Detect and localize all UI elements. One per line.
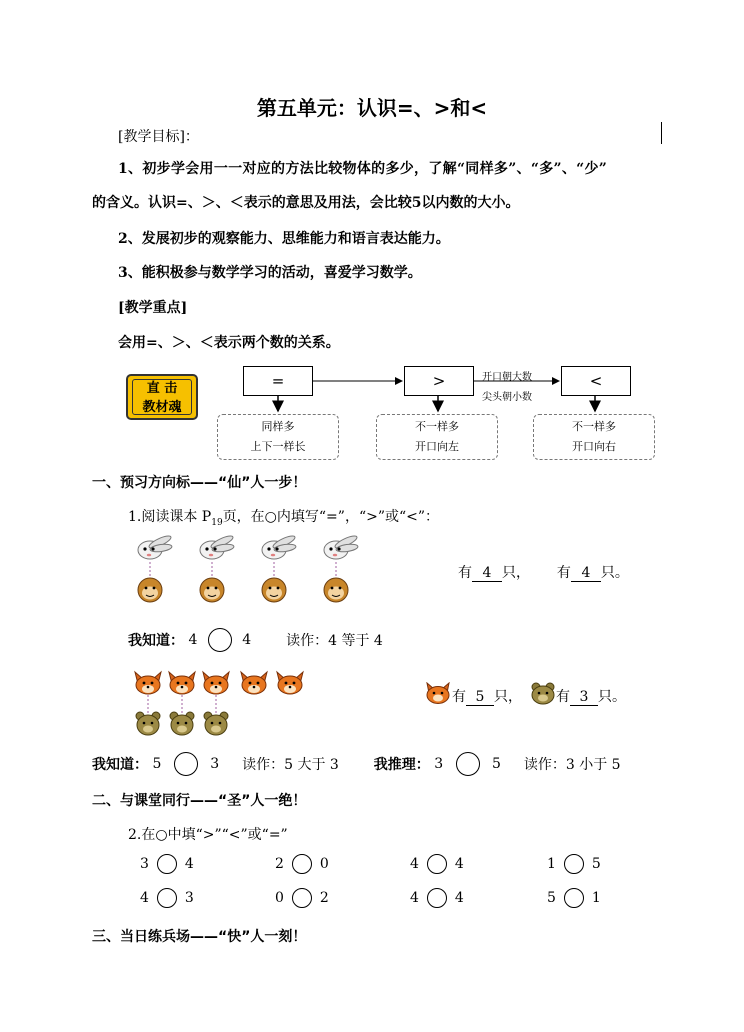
ex-left: 3	[140, 856, 149, 872]
answer-circle[interactable]	[157, 888, 177, 908]
group2-have2: 有	[556, 689, 570, 705]
ex-left: 4	[410, 890, 419, 906]
fox-bear-picture	[130, 670, 310, 742]
compare-right-3: 5	[492, 756, 501, 772]
ex-right: 4	[184, 856, 194, 872]
badge-line-2: 教材魂	[142, 400, 182, 415]
page-title: 第五单元：认识=、>和<	[256, 96, 488, 120]
key-text: 会用=、＞、＜表示两个数的关系。	[118, 335, 340, 351]
section-3-heading: 三、当日练兵场——“快”人一刻！	[92, 929, 307, 945]
group1-have2: 有	[556, 565, 571, 581]
bear-count-line	[556, 686, 626, 706]
ex-left: 4	[140, 890, 149, 906]
ex-left: 5	[547, 890, 556, 906]
exercise-2-4	[547, 888, 601, 908]
ex-left: 2	[275, 856, 284, 872]
ex-right: 2	[319, 890, 329, 906]
instruction-sub: 19	[211, 517, 223, 528]
ex-left: 0	[275, 890, 284, 906]
read-label-2: 读作：	[242, 757, 285, 773]
section-1-heading: 一、预习方向标——“仙”人一步！	[92, 475, 307, 491]
objective-line-4: 3、能积极参与数学学习的活动，喜爱学习数学。	[118, 265, 422, 281]
arrow-label-top: 开口朝大数	[482, 372, 532, 383]
note-greater	[376, 414, 498, 460]
group1-have1: 有	[458, 565, 472, 581]
note-equal-line-2: 上下一样长	[250, 440, 306, 453]
compare-left-2: 5	[152, 756, 162, 772]
fox-count-line	[452, 686, 522, 706]
exercise-1-1	[140, 854, 194, 874]
objective-line-3: 2、发展初步的观察能力、思维能力和语言表达能力。	[118, 231, 450, 247]
ex-right: 0	[319, 856, 329, 872]
note-greater-line-2: 开口向左	[415, 440, 459, 453]
exercise-1-2	[275, 854, 329, 874]
compare-left-3: 3	[434, 756, 444, 772]
read-label-3: 读作：	[523, 757, 566, 773]
note-greater-line-1: 不一样多	[415, 420, 459, 433]
group1-counts	[458, 562, 629, 582]
read-text-2: 5 大于 3	[284, 757, 339, 773]
greater-box: >	[404, 366, 474, 396]
monkey-count: 4	[571, 565, 601, 582]
group1-unit1: 只，	[502, 565, 530, 581]
answer-circle[interactable]	[208, 628, 232, 652]
note-less-line-2: 开口向右	[572, 440, 616, 453]
group1-compare	[128, 628, 383, 652]
objective-line-2: 的含义。认识=、＞、＜表示的意思及用法，会比较5以内数的大小。	[92, 195, 520, 211]
note-equal	[217, 414, 339, 460]
group2-unit1: 只，	[494, 689, 522, 705]
ex-left: 4	[410, 856, 419, 872]
group1-unit2: 只。	[600, 565, 629, 581]
answer-circle[interactable]	[564, 888, 584, 908]
note-equal-line-1: 同样多	[261, 420, 295, 433]
answer-circle[interactable]	[427, 888, 447, 908]
answer-circle[interactable]	[292, 854, 312, 874]
read-text-1: 4 等于 4	[328, 633, 383, 649]
answer-circle[interactable]	[157, 854, 177, 874]
rabbit-monkey-picture	[130, 534, 370, 608]
group2-unit2: 只。	[598, 689, 626, 705]
fox-count: 5	[466, 689, 494, 706]
exercise-2-3	[410, 888, 464, 908]
compare-right-2: 3	[210, 756, 220, 772]
less-box: <	[561, 366, 631, 396]
compare-left-1: 4	[188, 632, 198, 648]
note-less-line-1: 不一样多	[572, 420, 616, 433]
group2-have1: 有	[452, 689, 466, 705]
arrow-label-bottom: 尖头朝小数	[482, 392, 532, 403]
answer-circle[interactable]	[174, 752, 198, 776]
ex-right: 4	[454, 890, 464, 906]
exercise-1-3	[410, 854, 464, 874]
instruction-suffix: 页，在○内填写“=”，“>”或“<”：	[222, 509, 440, 525]
exercise-1-4	[547, 854, 601, 874]
rabbit-count: 4	[472, 565, 502, 582]
read-text-3: 3 小于 5	[565, 757, 621, 773]
bear-icon	[530, 682, 556, 706]
ex-left: 1	[547, 856, 556, 872]
answer-circle[interactable]	[456, 752, 480, 776]
exercise-2-1	[140, 888, 194, 908]
flow-connectors	[0, 0, 744, 470]
badge-line-1: 直 击	[146, 381, 178, 396]
equal-box: =	[243, 366, 313, 396]
ex-right: 3	[184, 890, 194, 906]
exercise-2-2	[275, 888, 329, 908]
key-heading: [教学重点]	[118, 300, 188, 316]
section-1-instruction	[128, 506, 439, 528]
read-label-1: 读作：	[286, 633, 329, 649]
fox-icon	[424, 682, 452, 706]
section-2-heading: 二、与课堂同行——“圣”人一绝！	[92, 793, 307, 809]
ex-right: 5	[591, 856, 601, 872]
answer-circle[interactable]	[427, 854, 447, 874]
know-label-1: 我知道：	[128, 633, 184, 649]
bear-count: 3	[570, 689, 598, 706]
section-2-instruction: 2.在○中填“>”“<”或“=”	[128, 827, 288, 843]
answer-circle[interactable]	[564, 854, 584, 874]
instruction-prefix: 1.阅读课本 P	[128, 509, 212, 525]
compare-right-1: 4	[242, 632, 252, 648]
group2-compare	[92, 752, 621, 776]
note-less	[533, 414, 655, 460]
ex-right: 4	[454, 856, 464, 872]
objectives-heading: [教学目标]：	[118, 129, 199, 145]
infer-label: 我推理：	[373, 757, 430, 773]
ex-right: 1	[591, 890, 601, 906]
know-label-2: 我知道：	[92, 757, 148, 773]
answer-circle[interactable]	[292, 888, 312, 908]
objective-line-1: 1、初步学会用一一对应的方法比较物体的多少，了解“同样多”、“多”、“少”	[118, 161, 608, 177]
